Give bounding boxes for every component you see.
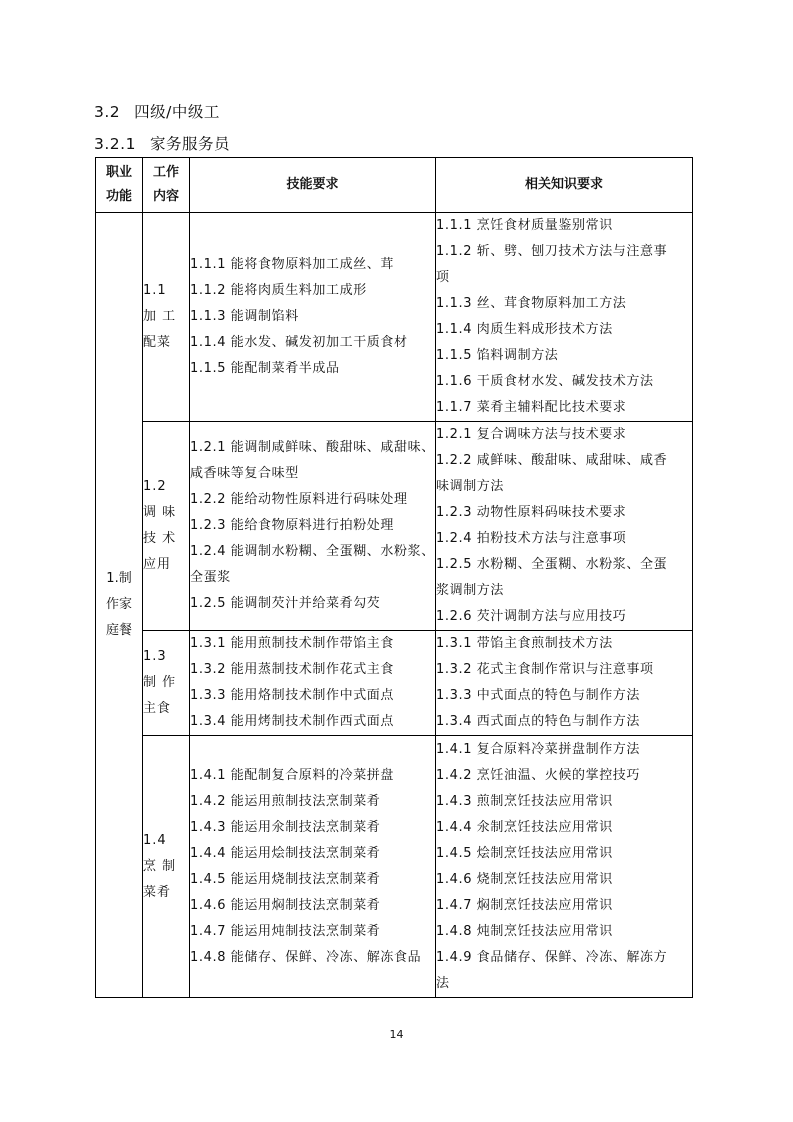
knowledge-cell bbox=[436, 422, 693, 631]
table-row bbox=[96, 213, 693, 422]
work-content-line: 1.2 bbox=[143, 479, 167, 494]
knowledge-item: 1.2.5 水粉糊、全蛋糊、水粉浆、全蛋 bbox=[436, 557, 668, 572]
header-content-line: 工作 bbox=[152, 165, 179, 180]
work-content-line: 应用 bbox=[143, 557, 172, 572]
knowledge-item: 法 bbox=[436, 975, 450, 991]
skill-item: 1.1.2 能将肉质生料加工成形 bbox=[190, 283, 367, 298]
section-title: 家务服务员 bbox=[149, 135, 230, 153]
skill-item: 1.2.4 能调制水粉糊、全蛋糊、水粉浆、 bbox=[190, 544, 435, 559]
work-content-line: 菜肴 bbox=[143, 884, 172, 900]
header-function-line: 功能 bbox=[105, 189, 132, 204]
knowledge-item: 项 bbox=[436, 270, 450, 285]
skills-cell bbox=[190, 213, 436, 422]
knowledge-cell bbox=[436, 213, 693, 422]
skill-item: 1.1.4 能水发、碱发初加工干质食材 bbox=[190, 335, 408, 350]
knowledge-item: 1.1.1 烹饪食材质量鉴别常识 bbox=[436, 218, 613, 233]
knowledge-item: 1.4.2 烹饪油温、火候的掌控技巧 bbox=[436, 767, 641, 783]
knowledge-item: 1.2.4 拍粉技术方法与注意事项 bbox=[436, 531, 627, 546]
skills-cell bbox=[190, 736, 436, 998]
header-skills: 技能要求 bbox=[190, 158, 436, 213]
work-content-line: 调 味 bbox=[143, 505, 177, 520]
work-content-line: 加 工 bbox=[143, 309, 177, 324]
skills-cell bbox=[190, 422, 436, 631]
skill-item: 1.4.1 能配制复合原料的冷菜拼盘 bbox=[190, 767, 395, 783]
work-content-line: 技 术 bbox=[143, 531, 177, 546]
knowledge-cell bbox=[436, 736, 693, 998]
skill-item: 1.1.1 能将食物原料加工成丝、茸 bbox=[190, 257, 395, 272]
section-number: 3.2.1 bbox=[94, 135, 136, 153]
skill-item: 1.2.1 能调制咸鲜味、酸甜味、咸甜味、 bbox=[190, 440, 435, 455]
skill-item: 咸香味等复合味型 bbox=[190, 466, 299, 481]
knowledge-item: 1.2.1 复合调味方法与技术要求 bbox=[436, 427, 627, 442]
knowledge-item: 浆调制方法 bbox=[436, 583, 505, 598]
knowledge-item: 1.4.5 烩制烹饪技法应用常识 bbox=[436, 845, 613, 861]
skill-item: 1.1.5 能配制菜肴半成品 bbox=[190, 361, 340, 376]
knowledge-item: 1.4.8 炖制烹饪技法应用常识 bbox=[436, 923, 613, 939]
skill-item: 1.3.4 能用烤制技术制作西式面点 bbox=[190, 714, 395, 729]
page-number: 14 bbox=[389, 1028, 404, 1041]
knowledge-item: 1.2.6 芡汁调制方法与应用技巧 bbox=[436, 609, 627, 624]
knowledge-item: 1.2.3 动物性原料码味技术要求 bbox=[436, 505, 627, 520]
knowledge-item: 1.1.5 馅料调制方法 bbox=[436, 348, 559, 363]
skill-item: 1.2.5 能调制芡汁并给菜肴勾芡 bbox=[190, 596, 381, 611]
work-content-line: 配菜 bbox=[143, 335, 172, 350]
function-cell bbox=[96, 213, 143, 998]
knowledge-item: 1.4.4 氽制烹饪技法应用常识 bbox=[436, 819, 613, 835]
knowledge-item: 1.4.1 复合原料冷菜拼盘制作方法 bbox=[436, 741, 641, 757]
skill-item: 1.4.3 能运用氽制技法烹制菜肴 bbox=[190, 819, 381, 835]
function-label-line: 作家 bbox=[105, 597, 132, 612]
work-content-cell bbox=[143, 422, 190, 631]
skill-item: 1.2.3 能给食物原料进行拍粉处理 bbox=[190, 518, 395, 533]
skill-item: 1.3.3 能用烙制技术制作中式面点 bbox=[190, 688, 395, 703]
skill-item: 1.4.4 能运用烩制技法烹制菜肴 bbox=[190, 845, 381, 861]
skill-item: 全蛋浆 bbox=[190, 570, 231, 585]
table-row bbox=[96, 736, 693, 998]
work-content-line: 制 作 bbox=[143, 675, 177, 690]
skill-item: 1.3.1 能用煎制技术制作带馅主食 bbox=[190, 636, 395, 651]
work-content-line: 主食 bbox=[143, 701, 172, 716]
work-content-line: 1.1 bbox=[143, 283, 167, 298]
work-content-cell bbox=[143, 213, 190, 422]
function-label-line: 1.制 bbox=[106, 571, 132, 586]
knowledge-item: 1.1.7 菜肴主辅料配比技术要求 bbox=[436, 400, 627, 415]
skill-item: 1.4.6 能运用焖制技法烹制菜肴 bbox=[190, 897, 381, 913]
knowledge-item: 1.1.4 肉质生料成形技术方法 bbox=[436, 322, 613, 337]
knowledge-item: 1.3.3 中式面点的特色与制作方法 bbox=[436, 688, 641, 703]
work-content-cell bbox=[143, 631, 190, 736]
header-content-line: 内容 bbox=[152, 189, 179, 204]
header-function bbox=[96, 158, 143, 213]
knowledge-item: 1.1.3 丝、茸食物原料加工方法 bbox=[436, 296, 627, 311]
table-row bbox=[96, 631, 693, 736]
knowledge-item: 1.4.3 煎制烹饪技法应用常识 bbox=[436, 793, 613, 809]
knowledge-item: 1.3.1 带馅主食煎制技术方法 bbox=[436, 636, 613, 651]
knowledge-item: 1.4.9 食品储存、保鲜、冷冻、解冻方 bbox=[436, 949, 668, 965]
skill-item: 1.2.2 能给动物性原料进行码味处理 bbox=[190, 492, 408, 507]
knowledge-item: 1.3.2 花式主食制作常识与注意事项 bbox=[436, 662, 654, 677]
skill-item: 1.1.3 能调制馅料 bbox=[190, 309, 299, 324]
work-content-cell bbox=[143, 736, 190, 998]
knowledge-item: 1.4.7 焖制烹饪技法应用常识 bbox=[436, 897, 613, 913]
table-row bbox=[96, 422, 693, 631]
skill-item: 1.4.7 能运用炖制技法烹制菜肴 bbox=[190, 923, 381, 939]
section-title: 四级/中级工 bbox=[134, 103, 220, 121]
knowledge-item: 1.3.4 西式面点的特色与制作方法 bbox=[436, 714, 641, 729]
section-number: 3.2 bbox=[94, 103, 121, 121]
skill-item: 1.4.2 能运用煎制技法烹制菜肴 bbox=[190, 793, 381, 809]
knowledge-cell bbox=[436, 631, 693, 736]
header-content bbox=[143, 158, 190, 213]
requirements-table bbox=[95, 157, 693, 998]
knowledge-item: 味调制方法 bbox=[436, 479, 505, 494]
work-content-line: 1.3 bbox=[143, 649, 167, 664]
section-heading-3-2-1 bbox=[94, 132, 230, 154]
function-label-line: 庭餐 bbox=[105, 623, 132, 638]
knowledge-item: 1.4.6 烧制烹饪技法应用常识 bbox=[436, 871, 613, 887]
section-heading-3-2 bbox=[94, 100, 220, 122]
knowledge-item: 1.1.2 斩、劈、刨刀技术方法与注意事 bbox=[436, 244, 668, 259]
skills-cell bbox=[190, 631, 436, 736]
knowledge-item: 1.1.6 干质食材水发、碱发技术方法 bbox=[436, 374, 654, 389]
header-knowledge: 相关知识要求 bbox=[436, 158, 693, 213]
knowledge-item: 1.2.2 咸鲜味、酸甜味、咸甜味、咸香 bbox=[436, 453, 668, 468]
skill-item: 1.4.8 能储存、保鲜、冷冻、解冻食品 bbox=[190, 949, 422, 965]
skill-item: 1.4.5 能运用烧制技法烹制菜肴 bbox=[190, 871, 381, 887]
skill-item: 1.3.2 能用蒸制技术制作花式主食 bbox=[190, 662, 395, 677]
work-content-line: 1.4 bbox=[143, 832, 167, 848]
header-function-line: 职业 bbox=[105, 165, 132, 180]
work-content-line: 烹 制 bbox=[143, 858, 177, 874]
